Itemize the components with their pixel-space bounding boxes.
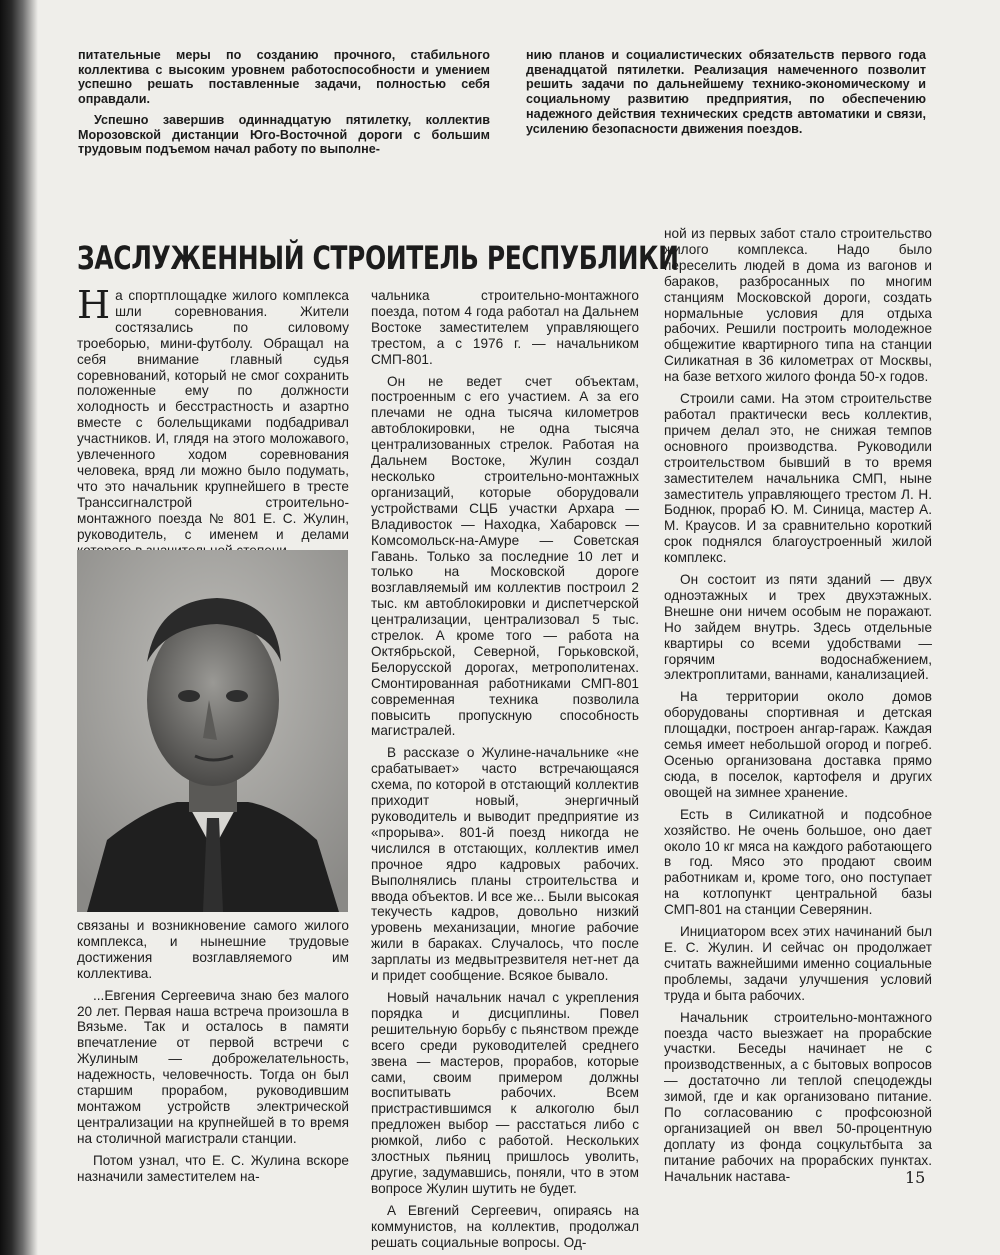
paragraph: В рассказе о Жулине-начальнике «не срабатывает» часто встречающаяся схема, по которой в отстающий коллектив приходит новый, энергичный руководитель и выводит предприятие из «прорыва». 801-й поезд никогда не числился в отстающих, коллектив имел прочное ядро кадровых рабочих. Выполнялись планы строительства и ввода объектов. И все же... Были высокая текучесть кадров, довольно низкий уровень механизации, многие рабочие жили в бараках. Случалось, что после зарплаты из медвытрезвителя нет-нет да и придет сообщение. Всякое бывало. bbox=[371, 745, 639, 984]
drop-cap: Н bbox=[77, 283, 111, 327]
paragraph: Есть в Силикатной и подсобное хозяйство. Не очень большое, оно дает около 10 кг мяса на каждого работающего в год. Мясо это продают своим работникам и, кроме того, оно поступает на котлопункт центральной базы СМП-801 на станции Северянин. bbox=[664, 806, 932, 918]
article-column-1-bottom bbox=[77, 918, 349, 1185]
paragraph: Строили сами. На этом строительстве работал практически весь коллектив, причем делал это, не снижая темпов основного производства. Руководили строительством бывший в то время заместителем начальника СМП, ныне заместитель управляющего трестом Л. Н. Боднюк, прораб Ю. М. Синица, мастер А. М. Краусов. И за сравнительно короткий срок поднялся благоустроенный жилой комплекс. bbox=[664, 391, 932, 566]
paragraph: А Евгений Сергеевич, опираясь на коммунистов, на коллектив, продолжал решать социальные вопросы. Од- bbox=[371, 1202, 639, 1250]
paragraph: Начальник строительно-монтажного поезда часто выезжает на прорабские участки. Беседы начинает не с производственных, а с бытовых вопросов — достаточно ли теплой спецодежды зимой, где и как организовано питание. По согласованию с профсоюзной организацией он ввел 50-процентную доплату из фонда соцкультбыта за питание рабочих на прорабских пунктах. Начальник настава- bbox=[664, 1009, 932, 1184]
lead-text: а спортплощадке жилого комплекса шли соревнования. Жители состязались по силовому троеборью, мини-футболу. Обращал на себя внимание главный судья соревнований, который не смог сохранить положенные ему по должности холодность и бесстрастность и азартно вместе с болельщиками подбадривал участников. И, глядя на этого моложавого, увлеченного ходом соревнования человека, вряд ли можно было подумать, что это начальник крупнейшего в тресте Транссигналстрой строительно-монтажного поезда № 801 Е. С. Жулин, руководитель, с именем и делами bbox=[77, 288, 349, 542]
paragraph: нию планов и социалистических обязательств первого года двенадцатой пятилетки. Реализация намеченного позволит решить задачи по дальнейшему технико-экономическому и социальному развитию предприятия, по обеспечению надежного действия технических средств автоматики и связи, усилению безопасности движения поездов. bbox=[526, 48, 926, 136]
paragraph: Успешно завершив одиннадцатую пятилетку, коллектив Морозовской дистанции Юго-Восточной дороги с большим трудовым подъемом начал работу по выполне- bbox=[78, 112, 490, 157]
page-number: 15 bbox=[905, 1168, 926, 1187]
article-column-1-top bbox=[77, 283, 349, 558]
paragraph: чальника строительно-монтажного поезда, потом 4 года работал на Дальнем Востоке заместителем управляющего трестом, а с 1976 г. — начальником СМП-801. bbox=[371, 288, 639, 367]
paragraph: Инициатором всех этих начинаний был Е. С. Жулин. И сейчас он продолжает считать важнейшими именно социальные проблемы, задачи улучшения условий труда и быта рабочих. bbox=[664, 924, 932, 1003]
paragraph: питательные меры по созданию прочного, стабильного коллектива с высоким уровнем работоспособности и умением успешно решать поставленные задачи, полностью себя оправдали. bbox=[78, 48, 490, 107]
scan-edge-shadow bbox=[0, 0, 38, 1255]
portrait-photo bbox=[77, 550, 348, 912]
article-column-3 bbox=[664, 226, 932, 1185]
paragraph: ной из первых забот стало строительство жилого комплекса. Надо было переселить людей в дома из вагонов и бараков, разбросанных по многим станциям Московской дороги, создать нормальные условия для отдыха рабочих. Решили построить молодежное общежитие квартирного типа на станции Силикатная в 36 километрах от Москвы, на базе ветхого жилого фонда 50-х годов. bbox=[664, 226, 932, 385]
top-column-1 bbox=[78, 48, 490, 157]
paragraph: Он состоит из пяти зданий — двух одноэтажных и трех двухэтажных. Внешне они ничем особым не поражают. Но зайдем внутрь. Здесь отдельные квартиры со всеми удобствами — горячим водоснабжением, электроплитами, ваннами, канализацией. bbox=[664, 572, 932, 683]
paragraph: связаны и возникновение самого жилого комплекса, и нынешние трудовые достижения возглавляемого им коллектива. bbox=[77, 918, 349, 981]
paragraph: Новый начальник начал с укрепления порядка и дисциплины. Повел решительную борьбу с пьянством прежде всего среди руководителей среднего звена — мастеров, прорабов, которые сами, своим примером должны воспитывать рабочих. Всем пристрастившимся к алкоголю был предложен выбор — расстаться либо с рюмкой, либо с работой. Нескольких злостных пьяниц пришлось уволить, другие, задумавшись, поняли, что в этом вопросе Жулин шутить не будет. bbox=[371, 989, 639, 1196]
paragraph: Он не ведет счет объектам, построенным с его участием. А за его плечами не одна тысяча километров автоблокировки, не одна тысяча централизованных стрелок. Работая на Дальнем Востоке, Жулин создал несколько строительно-монтажных организаций, которые оборудовали устройствами СЦБ участки Архара — Владивосток — Находка, Хабаровск — Комсомольск-на-Амуре — Советская Гавань. Только за последние 10 лет и только на Московской дороге возглавляемый им коллектив построил 2 тыс. км автоблокировки и диспетчерской централизации, централизовал 5 тыс. стрелок. А кроме того — работа на Октябрьской, Северной, Горьковской, Белорусской дорогах, метрополитенах. Смонтированная работниками СМП-801 современная техника позволила повысить пропускную способность магистралей. bbox=[371, 373, 639, 739]
portrait-image bbox=[77, 550, 348, 912]
article-title: ЗАСЛУЖЕННЫЙ СТРОИТЕЛЬ РЕСПУБЛИКИ bbox=[77, 239, 679, 277]
lead-paragraph bbox=[77, 283, 349, 558]
article-column-2 bbox=[371, 288, 639, 1250]
paragraph: Потом узнал, что Е. С. Жулина вскоре назначили заместителем на- bbox=[77, 1152, 349, 1184]
paragraph: На территории около домов оборудованы спортивная и детская площадки, построен ангар-гараж. Каждая семья имеет небольшой огород и погреб. Осенью организована доставка прямо сюда, в поселок, картофеля и других овощей на зимнее хранение. bbox=[664, 689, 932, 800]
paragraph: ...Евгения Сергеевича знаю без малого 20 лет. Первая наша встреча произошла в Вязьме. Так и осталось в памяти впечатление от первой встречи с Жулиным — доброжелательность, надежность, человечность. Тогда он был старшим прорабом, руководившим монтажом устройств электрической централизации на крупнейшей в то время на столичной магистрали станции. bbox=[77, 987, 349, 1146]
top-column-2 bbox=[526, 48, 926, 136]
